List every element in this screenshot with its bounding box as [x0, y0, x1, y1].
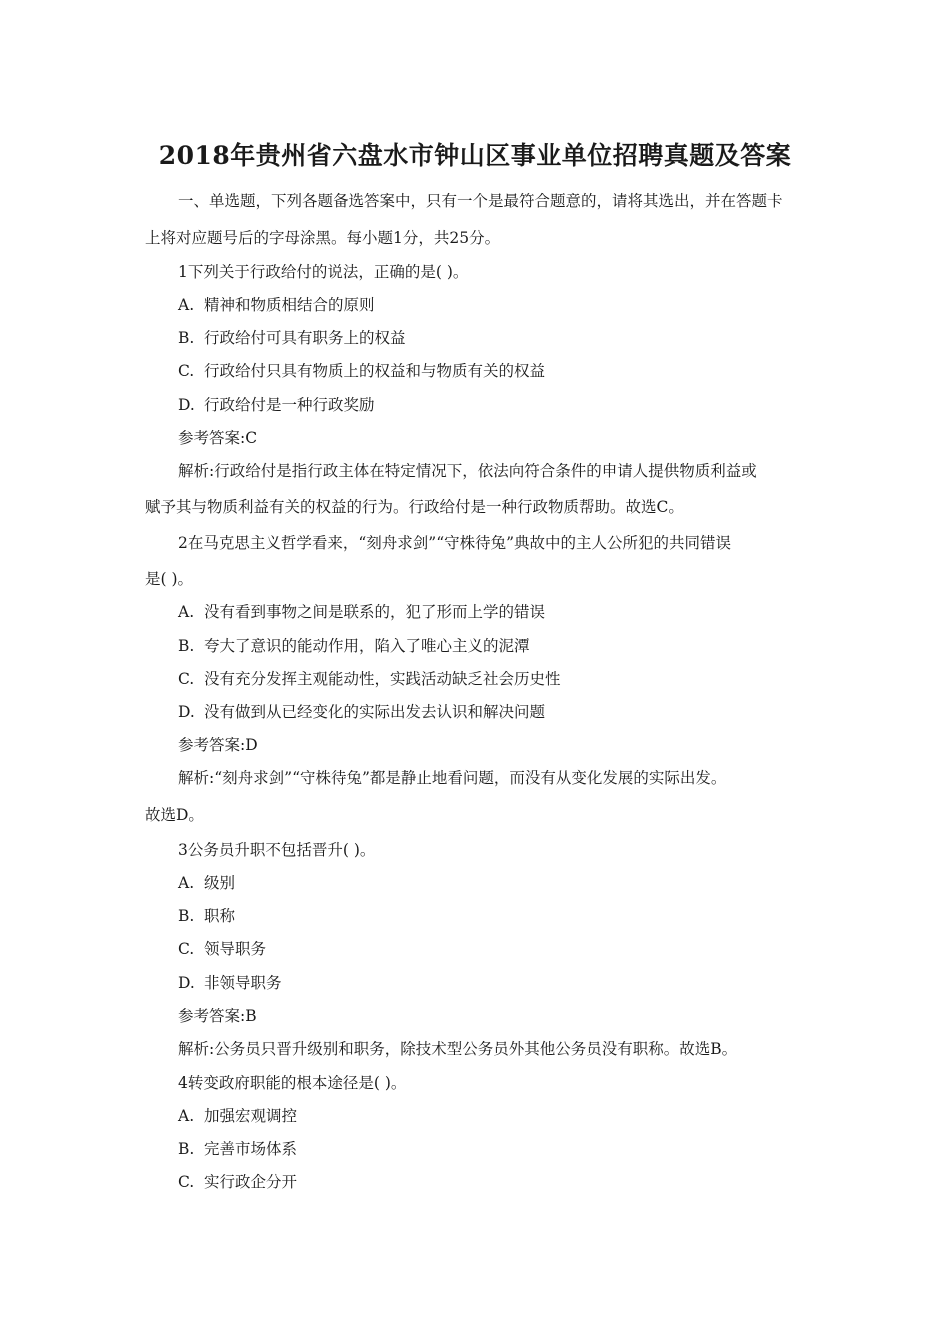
- option-label: C.: [178, 1173, 195, 1191]
- option-text: 级别: [204, 874, 236, 892]
- question-4-option-c: [178, 1172, 297, 1192]
- option-label: B.: [178, 637, 195, 655]
- option-text: 加强宏观调控: [204, 1107, 298, 1125]
- question-3-stem: 3公务员升职不包括晋升( )。: [178, 841, 376, 859]
- option-label: B.: [178, 1140, 195, 1158]
- option-text: 行政给付是一种行政奖励: [204, 396, 375, 414]
- question-4-option-b: [178, 1139, 297, 1159]
- option-label: A.: [178, 1107, 195, 1125]
- question-3-option-c: [178, 939, 266, 959]
- question-2-option-b: [178, 636, 530, 656]
- question-3-answer: 参考答案:B: [178, 1007, 257, 1025]
- question-1-answer: 参考答案:C: [178, 429, 258, 447]
- option-label: C.: [178, 940, 195, 958]
- option-label: D.: [178, 396, 195, 414]
- question-1-option-b: [178, 328, 406, 348]
- option-label: D.: [178, 974, 195, 992]
- intro-line-2: 上将对应题号后的字母涂黑。每小题1分，共25分。: [145, 229, 501, 247]
- question-2-analysis-line-2: 故选D。: [145, 806, 204, 824]
- question-2-answer: 参考答案:D: [178, 736, 258, 754]
- question-3-analysis-line-1: 解析:公务员只晋升级别和职务，除技术型公务员外其他公务员没有职称。故选B。: [178, 1040, 738, 1058]
- option-label: C.: [178, 362, 195, 380]
- option-label: B.: [178, 907, 195, 925]
- option-label: B.: [178, 329, 195, 347]
- option-text: 没有做到从已经变化的实际出发去认识和解决问题: [204, 703, 546, 721]
- question-3-option-b: [178, 906, 235, 926]
- option-text: 没有看到事物之间是联系的，犯了形而上学的错误: [204, 603, 546, 621]
- option-text: 实行政企分开: [204, 1173, 298, 1191]
- question-1-analysis-line-1: 解析:行政给付是指行政主体在特定情况下，依法向符合条件的申请人提供物质利益或: [178, 462, 757, 480]
- option-text: 非领导职务: [204, 974, 282, 992]
- option-text: 完善市场体系: [204, 1140, 298, 1158]
- question-1-stem: 1下列关于行政给付的说法，正确的是( )。: [178, 263, 469, 281]
- option-label: A.: [178, 874, 195, 892]
- page-title: 2018年贵州省六盘水市钟山区事业单位招聘真题及答案: [158, 141, 792, 170]
- question-2-option-a: [178, 602, 545, 622]
- question-1-option-a: [178, 295, 375, 315]
- option-text: 领导职务: [204, 940, 267, 958]
- question-4-stem: 4转变政府职能的根本途径是( )。: [178, 1074, 407, 1092]
- question-2-analysis-line-1: 解析:“刻舟求剑”“守株待兔”都是静止地看问题，而没有从变化发展的实际出发。: [178, 769, 727, 787]
- question-2-stem-line-1: 2在马克思主义哲学看来，“刻舟求剑”“守株待兔”典故中的主人公所犯的共同错误: [178, 534, 732, 552]
- option-text: 行政给付只具有物质上的权益和与物质有关的权益: [204, 362, 546, 380]
- option-label: D.: [178, 703, 195, 721]
- option-text: 精神和物质相结合的原则: [204, 296, 375, 314]
- intro-line-1: 一、单选题，下列各题备选答案中，只有一个是最符合题意的，请将其选出，并在答题卡: [178, 192, 783, 210]
- option-label: A.: [178, 603, 195, 621]
- option-text: 夸大了意识的能动作用，陷入了唯心主义的泥潭: [204, 637, 530, 655]
- option-text: 行政给付可具有职务上的权益: [204, 329, 406, 347]
- option-text: 职称: [204, 907, 236, 925]
- option-label: C.: [178, 670, 195, 688]
- question-2-option-c: [178, 669, 561, 689]
- option-text: 没有充分发挥主观能动性，实践活动缺乏社会历史性: [204, 670, 561, 688]
- question-2-option-d: [178, 702, 545, 722]
- question-4-option-a: [178, 1106, 297, 1126]
- question-1-option-c: [178, 361, 545, 381]
- question-3-option-a: [178, 873, 235, 893]
- question-1-option-d: [178, 395, 375, 415]
- question-1-analysis-line-2: 赋予其与物质利益有关的权益的行为。行政给付是一种行政物质帮助。故选C。: [145, 498, 684, 516]
- question-2-stem-line-2: 是( )。: [145, 570, 194, 588]
- question-3-option-d: [178, 973, 282, 993]
- option-label: A.: [178, 296, 195, 314]
